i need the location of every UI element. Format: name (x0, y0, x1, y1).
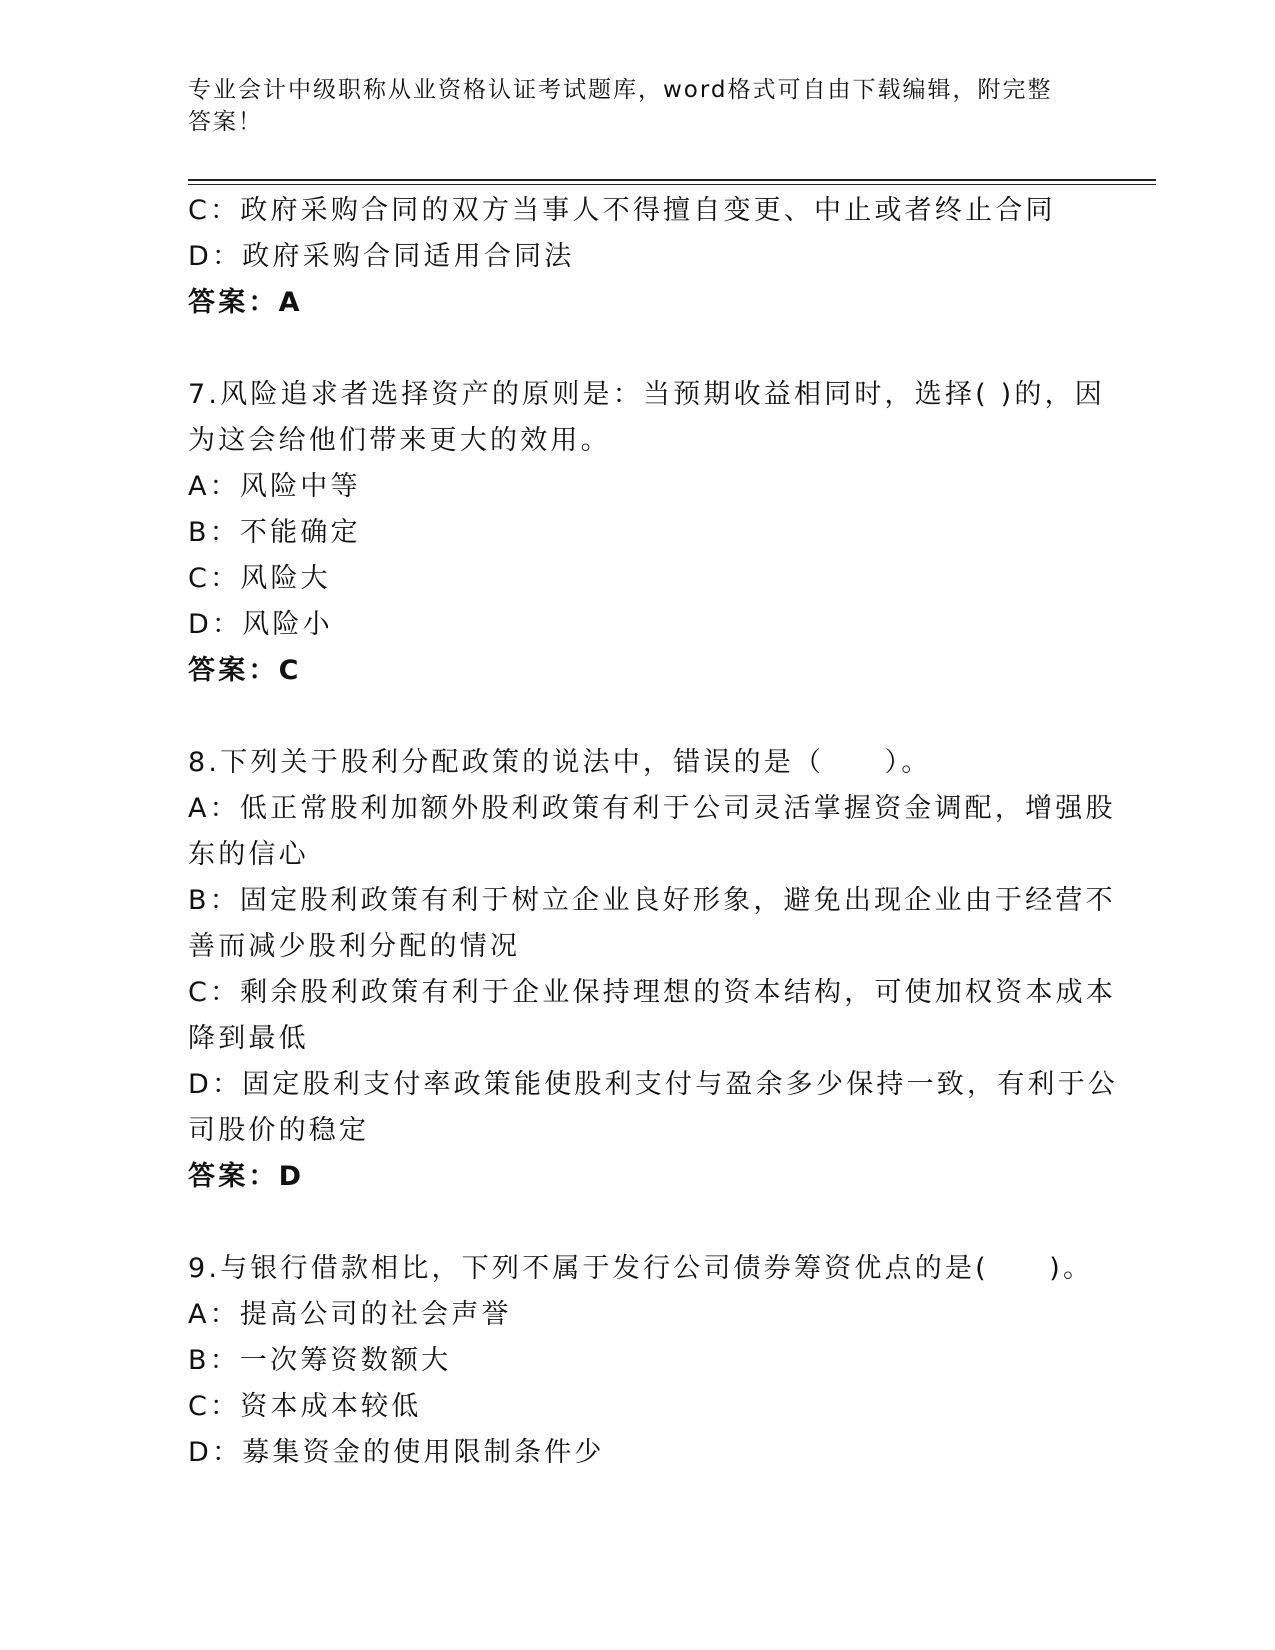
option-d: D：固定股利支付率政策能使股利支付与盈余多少保持一致，有利于公 (188, 1069, 1118, 1100)
option-b: B：一次筹资数额大 (188, 1345, 452, 1376)
option-a: A：风险中等 (188, 471, 361, 502)
option-d: D：政府采购合同适用合同法 (188, 241, 575, 272)
header-divider (188, 179, 1156, 185)
answer-line: 答案：D (188, 1161, 305, 1192)
option-b: B：固定股利政策有利于树立企业良好形象，避免出现企业由于经营不 (188, 885, 1116, 916)
option-a: A：低正常股利加额外股利政策有利于公司灵活掌握资金调配，增强股 (188, 793, 1116, 824)
option-b: B：不能确定 (188, 517, 361, 548)
option-c: C：政府采购合同的双方当事人不得擅自变更、中止或者终止合同 (188, 195, 1056, 226)
question-stem: 9.与银行借款相比，下列不属于发行公司债券筹资优点的是( )。 (188, 1253, 1094, 1284)
page-header: 专业会计中级职称从业资格认证考试题库，word格式可自由下载编辑，附完整答案！ (188, 77, 1053, 135)
question-stem: 为这会给他们带来更大的效用。 (188, 425, 611, 456)
option-d: D：风险小 (188, 609, 333, 640)
option-d-cont: 司股价的稳定 (188, 1115, 370, 1146)
option-c: C：风险大 (188, 563, 331, 594)
option-c: C：剩余股利政策有利于企业保持理想的资本结构，可使加权资本成本 (188, 977, 1117, 1008)
answer-line: 答案：A (188, 287, 303, 318)
spacer (188, 326, 1088, 372)
spacer (188, 1200, 1088, 1246)
option-b-cont: 善而减少股利分配的情况 (188, 931, 521, 962)
option-d: D：募集资金的使用限制条件少 (188, 1437, 605, 1468)
option-c: C：资本成本较低 (188, 1391, 422, 1422)
option-c-cont: 降到最低 (188, 1023, 309, 1054)
question-stem: 8.下列关于股利分配政策的说法中，错误的是（ ）。 (188, 747, 932, 778)
option-a: A：提高公司的社会声誉 (188, 1299, 512, 1330)
answer-line: 答案：C (188, 655, 302, 686)
question-content (188, 188, 1118, 1476)
option-a-cont: 东的信心 (188, 839, 309, 870)
spacer (188, 694, 1088, 740)
question-stem: 7.风险追求者选择资产的原则是：当预期收益相同时，选择( )的，因 (188, 379, 1106, 410)
